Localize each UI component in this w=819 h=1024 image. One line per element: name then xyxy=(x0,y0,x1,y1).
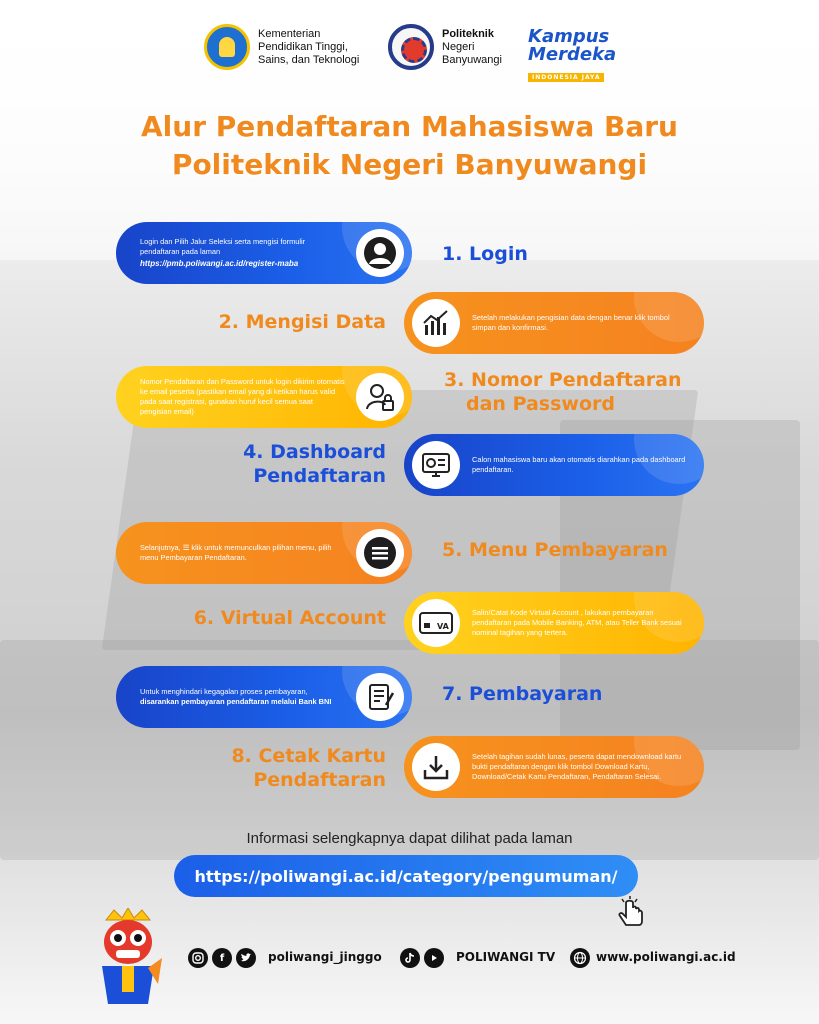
va-text: VA xyxy=(437,622,449,631)
hand-pointer-icon xyxy=(612,895,648,931)
step-8-card xyxy=(404,736,704,798)
step-1-label: 1. Login xyxy=(442,243,528,265)
menu-icon xyxy=(356,529,404,577)
kampus-merdeka-tag: INDONESIA JAYA xyxy=(528,73,604,82)
step-3-label-line2: dan Password xyxy=(466,393,615,415)
step-5-description: Selanjutnya, ☰ klik untuk memunculkan pilihan menu, pilih menu Pembayaran Pendaftaran. xyxy=(140,543,332,562)
kampus-merdeka-logo xyxy=(528,26,620,81)
poliwangi-line2: Negeri xyxy=(442,40,475,53)
step-6-label: 6. Virtual Account xyxy=(193,607,386,629)
step-8-description: Setelah tagihan sudah lunas, peserta dapat mendownload kartu bukti pendaftaran dengan klik tombol Download Kartu, Download/Cetak Kartu Pendaftaran, Pendaftaran Selesai. xyxy=(472,752,682,781)
step-3-label-line1: 3. Nomor Pendaftaran xyxy=(444,369,682,391)
social-handle: poliwangi_jinggo xyxy=(268,950,382,964)
step-5-card xyxy=(116,522,412,584)
poliwangi-logo xyxy=(388,24,502,70)
kemdikbud-line2: Pendidikan Tinggi, xyxy=(258,40,348,53)
step-1-description xyxy=(140,222,346,284)
step-2-label: 2. Mengisi Data xyxy=(218,311,386,333)
twitter-icon[interactable] xyxy=(236,948,256,968)
card-icon xyxy=(412,599,460,647)
youtube-icon[interactable] xyxy=(424,948,444,968)
step-4-label xyxy=(200,440,386,488)
step-7-card xyxy=(116,666,412,728)
user-lock-icon xyxy=(356,373,404,421)
step-8-label xyxy=(200,744,386,792)
header-logos xyxy=(0,24,819,80)
step-3-description: Nomor Pendaftaran dan Password untuk login dikirim otomatis ke email peserta (pastikan email yang di ketikan harus valid pada saat registrasi, gunakan huruf kecil semua saat pengisian email) xyxy=(140,377,345,416)
website-link[interactable]: www.poliwangi.ac.id xyxy=(596,950,736,964)
step-2-card xyxy=(404,292,704,354)
step-1-desc-text: Login dan Pilih Jalur Seleksi serta mengisi formulir pendaftaran pada laman xyxy=(140,237,306,256)
step-1-card xyxy=(116,222,412,284)
step-5-label: 5. Menu Pembayaran xyxy=(442,539,668,561)
info-text: Informasi selengkapnya dapat dilihat pada laman xyxy=(246,830,573,847)
poliwangi-line1: Politeknik xyxy=(442,27,494,40)
step-4-label-line1: 4. Dashboard xyxy=(243,441,386,463)
facebook-icon[interactable]: f xyxy=(212,948,232,968)
page-title xyxy=(0,108,819,184)
step-8-label-line2: Pendaftaran xyxy=(253,769,386,791)
kemdikbud-line1: Kementerian xyxy=(258,27,321,40)
user-icon xyxy=(356,229,404,277)
download-icon xyxy=(412,743,460,791)
kemdikbud-emblem-icon xyxy=(204,24,250,70)
instagram-icon[interactable] xyxy=(188,948,208,968)
kemdikbud-logo xyxy=(204,24,359,70)
step-6-card xyxy=(404,592,704,654)
step-7-desc-line2: disarankan pembayaran pendaftaran melalui Bank BNI xyxy=(140,697,332,706)
social-bar xyxy=(0,948,819,972)
announcement-link-button[interactable]: https://poliwangi.ac.id/category/pengumuman/ xyxy=(174,855,638,897)
kampus-merdeka-line1: Kampus xyxy=(528,26,610,47)
step-8-label-line1: 8. Cetak Kartu xyxy=(231,745,386,767)
title-line2: Politeknik Negeri Banyuwangi xyxy=(171,148,648,181)
youtube-channel-name: POLIWANGI TV xyxy=(456,950,556,964)
step-2-description: Setelah melakukan pengisian data dengan benar klik tombol simpan dan konfirmasi. xyxy=(472,313,670,332)
globe-icon[interactable] xyxy=(570,948,590,968)
step-7-description xyxy=(140,666,346,728)
step-3-card xyxy=(116,366,412,428)
step-1-register-link[interactable]: https://pmb.poliwangi.ac.id/register-maba xyxy=(140,259,299,268)
poliwangi-emblem-icon xyxy=(388,24,434,70)
document-icon xyxy=(356,673,404,721)
step-4-label-line2: Pendaftaran xyxy=(253,465,386,487)
step-6-description: Salin/Catat Kode Virtual Account , lakukan pembayaran pendaftaran pada Mobile Banking, ATM, atau Teller Bank sesuai nominal tagihan yang tertera. xyxy=(472,608,682,637)
kampus-merdeka-line2: Merdeka xyxy=(528,44,617,65)
chart-icon xyxy=(412,299,460,347)
step-7-label: 7. Pembayaran xyxy=(442,683,603,705)
step-4-card xyxy=(404,434,704,496)
poliwangi-line3: Banyuwangi xyxy=(442,53,502,66)
dashboard-icon xyxy=(412,441,460,489)
kemdikbud-line3: Sains, dan Teknologi xyxy=(258,53,360,66)
title-line1: Alur Pendaftaran Mahasiswa Baru xyxy=(141,110,678,143)
step-3-label xyxy=(444,368,682,416)
step-4-description: Calon mahasiswa baru akan otomatis diarahkan pada dashboard pendaftaran. xyxy=(472,455,686,474)
tiktok-icon[interactable] xyxy=(400,948,420,968)
step-7-desc-line1: Untuk menghindari kegagalan proses pembayaran, xyxy=(140,687,308,696)
